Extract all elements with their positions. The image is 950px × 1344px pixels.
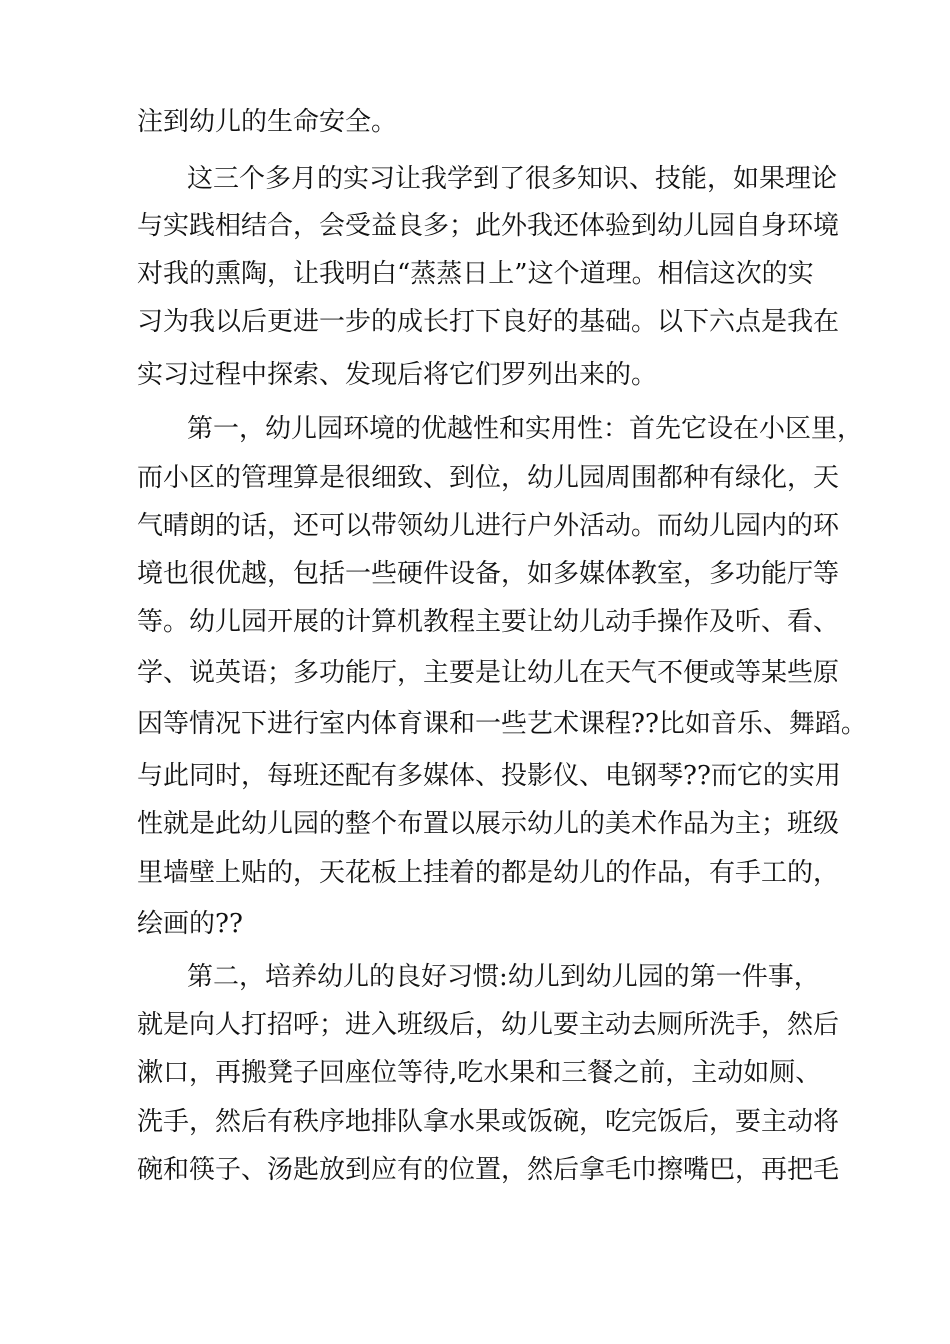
text-line: 等。幼儿园开展的计算机教程主要让幼儿动手操作及听、看、 <box>137 607 840 637</box>
text-line: 实习过程中探索、发现后将它们罗列出来的。 <box>137 360 658 390</box>
paragraph-first-line: 第二，培养幼儿的良好习惯:幼儿到幼儿园的第一件事， <box>187 962 820 992</box>
text-line: 就是向人打招呼；进入班级后，幼儿要主动去厕所洗手，然后 <box>137 1010 840 1040</box>
text-line: 气晴朗的话，还可以带领幼儿进行户外活动。而幼儿园内的环 <box>137 511 840 541</box>
text-line: 洗手，然后有秩序地排队拿水果或饭碗，吃完饭后，要主动将 <box>137 1107 840 1137</box>
text-line: 因等情况下进行室内体育课和一些艺术课程??比如音乐、舞蹈。 <box>137 709 867 739</box>
text-line: 与此同时，每班还配有多媒体、投影仪、电钢琴??而它的实用 <box>137 761 841 791</box>
text-line: 与实践相结合，会受益良多；此外我还体验到幼儿园自身环境 <box>137 211 840 241</box>
text-line: 对我的熏陶，让我明白“蒸蒸日上”这个道理。相信这次的实 <box>137 259 814 289</box>
text-line: 习为我以后更进一步的成长打下良好的基础。以下六点是我在 <box>137 307 840 337</box>
text-line: 境也很优越，包括一些硬件设备，如多媒体教室，多功能厅等 <box>137 559 840 589</box>
text-line: 漱口，再搬凳子回座位等待,吃水果和三餐之前，主动如厕、 <box>137 1058 822 1088</box>
text-line: 碗和筷子、汤匙放到应有的位置，然后拿毛巾擦嘴巴，再把毛 <box>137 1155 840 1185</box>
text-line: 绘画的?? <box>137 909 243 939</box>
text-line: 学、说英语；多功能厅，主要是让幼儿在天气不便或等某些原 <box>137 658 840 688</box>
text-line: 性就是此幼儿园的整个布置以展示幼儿的美术作品为主；班级 <box>137 809 840 839</box>
paragraph-first-line: 这三个多月的实习让我学到了很多知识、技能，如果理论 <box>187 164 838 194</box>
paragraph-first-line: 第一，幼儿园环境的优越性和实用性：首先它设在小区里， <box>187 414 864 444</box>
text-line: 里墙壁上贴的，天花板上挂着的都是幼儿的作品，有手工的， <box>137 858 840 888</box>
text-line: 而小区的管理算是很细致、到位，幼儿园周围都种有绿化，天 <box>137 463 840 493</box>
text-line: 注到幼儿的生命安全。 <box>137 107 398 137</box>
